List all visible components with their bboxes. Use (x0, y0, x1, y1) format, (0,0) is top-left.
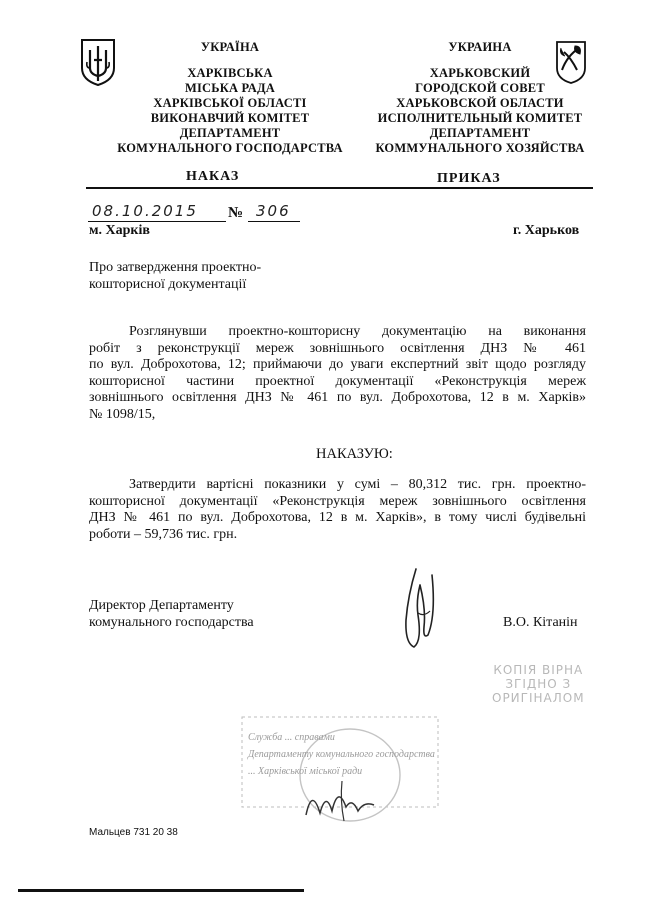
stamp-line: Служба ... справами (248, 732, 335, 743)
signatory-name: В.О. Кітанін (503, 615, 578, 630)
header-divider (86, 187, 593, 189)
executor-info: Мальцев 731 20 38 (89, 827, 178, 838)
order-subject (89, 260, 261, 293)
header-left-line: КОМУНАЛЬНОГО ГОСПОДАРСТВА (117, 141, 343, 155)
preamble-line: зовнішнього освітлення ДНЗ № 461 по вул. Доброхотова, 12 в м. Харків» (89, 390, 586, 405)
header-right-line: ДЕПАРТАМЕНТ (429, 126, 531, 140)
header-left-line: ХАРКІВСЬКОЇ ОБЛАСТІ (153, 96, 307, 110)
doc-type-ru: ПРИКАЗ (437, 171, 501, 186)
preamble-line: по вул. Доброхотова, 12; приймаючи до уваги експертний звіт щодо розгляду (89, 357, 586, 372)
subject-line: кошторисної документації (89, 276, 247, 292)
certification-stamp (240, 715, 440, 825)
preamble-line: № 1098/15, (89, 406, 156, 422)
order-number: 306 (256, 202, 291, 220)
number-label: № (228, 205, 244, 221)
preamble-line: Розглянувши проектно-кошторисну документацію на виконання (129, 324, 586, 339)
copy-stamp-line: КОПІЯ ВІРНА (493, 663, 584, 677)
header-left-line: ВИКОНАВЧИЙ КОМІТЕТ (150, 111, 310, 125)
copy-stamp-line: ОРИГІНАЛОМ (492, 691, 585, 705)
number-underline (248, 221, 300, 222)
order-paragraph (89, 477, 586, 543)
city-ua: м. Харків (89, 223, 150, 238)
stamp-signature-icon (300, 777, 380, 823)
header-left-line: ДЕПАРТАМЕНТ (179, 126, 281, 140)
header-left (100, 40, 360, 156)
header-right-line: ГОРОДСКОЙ СОВЕТ (415, 81, 545, 95)
header-right-line: ХАРЬКОВСКИЙ (429, 66, 531, 80)
order-heading: НАКАЗУЮ: (316, 446, 393, 462)
header-right (345, 40, 615, 156)
preamble-paragraph (89, 324, 586, 423)
header-right-line: КОММУНАЛЬНОГО ХОЗЯЙСТВА (375, 141, 585, 155)
stamp-line: ... Харківської міської ради (248, 766, 363, 777)
position-line: комунального господарства (89, 614, 254, 630)
order-line: Затвердити вартісні показники у сумі – 80,312 тис. грн. проектно- (129, 477, 586, 492)
date-underline (88, 221, 226, 222)
copy-stamp-line: ЗГІДНО З (505, 677, 572, 691)
header-right-line: ИСПОЛНИТЕЛЬНЫЙ КОМИТЕТ (377, 111, 583, 125)
header-left-line: МІСЬКА РАДА (184, 81, 276, 95)
header-left-country: УКРАЇНА (200, 40, 260, 54)
position-line: Директор Департаменту (89, 598, 234, 613)
header-right-line: ХАРЬКОВСКОЙ ОБЛАСТИ (396, 96, 564, 110)
subject-line: Про затвердження проектно- (89, 260, 262, 275)
order-line: роботи – 59,736 тис. грн. (89, 526, 238, 542)
handwritten-signature-icon (396, 565, 446, 655)
preamble-line: кошторисної частини проектної документації «Реконструкція мереж (89, 373, 586, 389)
signatory-position (89, 598, 254, 631)
city-ru: г. Харьков (513, 223, 580, 238)
doc-type-ua: НАКАЗ (186, 169, 240, 184)
preamble-line: робіт з реконструкції мереж зовнішнього освітлення ДНЗ № 461 (89, 340, 586, 356)
order-line: кошторисної документації «Реконструкція мереж зовнішнього освітлення (89, 493, 586, 509)
order-line: ДНЗ № 461 по вул. Доброхотова, 12 в м. Харків», в тому числі будівельні (89, 510, 586, 525)
header-right-country: УКРАИНА (448, 40, 512, 54)
copy-stamp (492, 663, 585, 705)
stamp-line: Департаменту комунального господарства (248, 749, 435, 760)
order-date: 08.10.2015 (92, 202, 198, 220)
header-left-line: ХАРКІВСЬКА (187, 66, 273, 80)
footer-divider (18, 889, 304, 892)
